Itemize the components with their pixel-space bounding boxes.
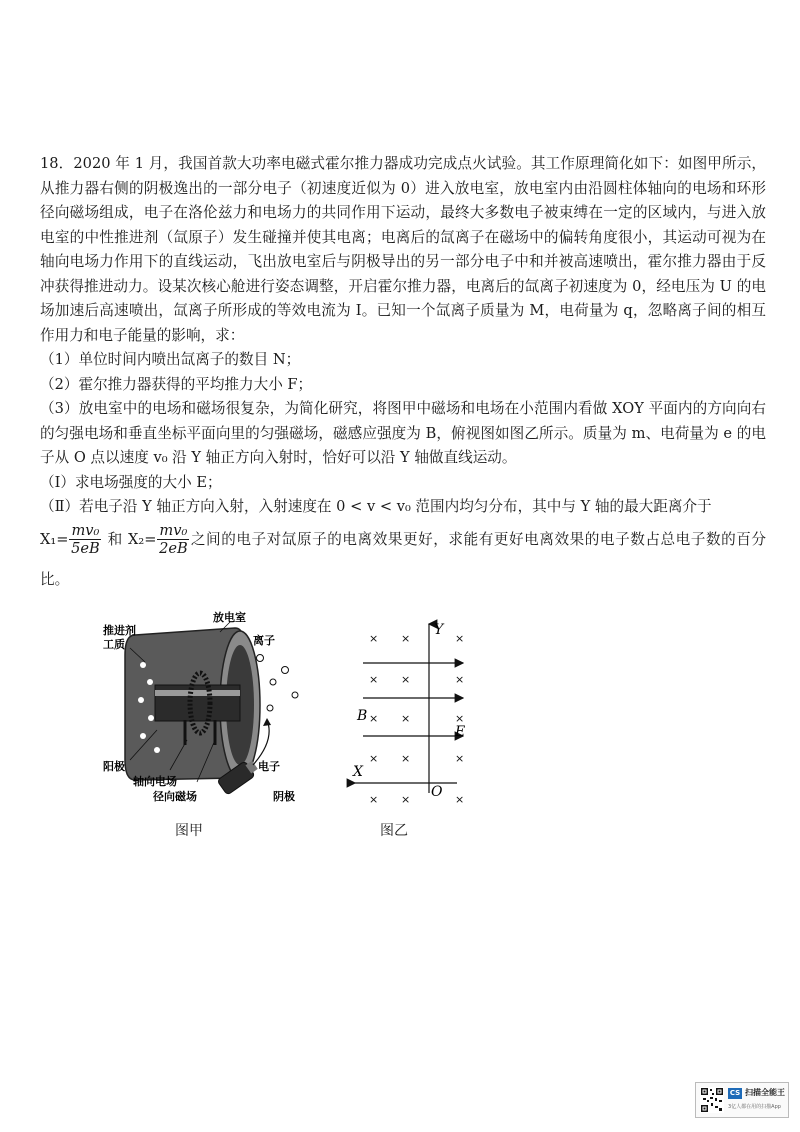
label-axial-field: 轴向电场 [133,775,177,788]
label-y: Y [434,622,444,638]
propellant-dot [138,697,144,703]
b-field-crosses [369,632,464,806]
label-electron: 电子 [258,760,280,773]
b-cross: × [369,752,379,765]
scanner-tagline: 3亿人都在用的扫描App [728,1104,781,1110]
label-radial-field: 径向磁场 [153,790,197,803]
label-o: O [431,784,443,800]
label-b: B [357,708,368,724]
ion-particle [292,692,298,698]
b-cross: × [401,673,411,686]
sub-question-2: （2）霍尔推力器获得的平均推力大小 F； [40,375,313,393]
ion-particle [282,667,289,674]
sub-question-3: （3）放电室中的电场和磁场很复杂，为简化研究，将图甲中磁场和电场在小范围内看做 XOY 平面内的方向向右的匀强电场和垂直坐标平面向里的匀强磁场，磁感应强度为 B，俯视图如图乙所示。质量为 m、电荷量为 e 的电子从 O 点以速度 v₀ 沿 Y 轴正方向入射时，恰好可以沿 Y 轴做直线运动。 [40,400,766,466]
figure-a-diagram [95,610,305,810]
b-cross: × [369,632,379,645]
x2-fraction [157,522,189,557]
propellant-dot [154,747,160,753]
propellant-dot [140,733,146,739]
label-propellant-2: 工质 [103,638,125,651]
x1-denominator: 5eB [71,540,100,557]
b-cross: × [401,712,411,725]
question-18 [40,152,766,600]
b-cross: × [401,793,411,806]
x2-denominator: 2eB [159,540,188,557]
figure-b-diagram [345,618,475,808]
b-cross: × [455,673,465,686]
formula-line [40,520,766,600]
b-cross: × [455,632,465,645]
ion-particle [270,679,276,685]
b-cross: × [401,632,411,645]
x1-fraction [69,522,101,557]
label-chamber: 放电室 [213,611,246,624]
and-text: 和 [102,530,128,548]
cs-badge: CS [729,1089,741,1097]
x1-label: X₁= [40,530,69,548]
scanner-app-name: 扫描全能王 [745,1088,785,1097]
b-cross: × [455,712,465,725]
label-x: X [353,764,363,780]
scanner-watermark [695,1082,789,1118]
x2-label: X₂= [127,530,157,548]
b-cross: × [455,752,465,765]
figure-b-caption: 图乙 [380,823,408,839]
b-cross: × [401,752,411,765]
x1-numerator: mv₀ [71,522,100,539]
b-cross: × [369,712,379,725]
label-propellant: 推进剂 [103,624,136,637]
sub-question-3-i: （Ⅰ）求电场强度的大小 E； [40,473,222,491]
label-cathode: 阴极 [273,790,295,803]
electron-arrow [263,718,271,726]
cylinder-highlight [155,690,240,696]
b-cross: × [369,673,379,686]
sub-question-3-ii: （Ⅱ）若电子沿 Y 轴正方向入射，入射速度在 0 < v < v₀ 范围内均匀分布，其中与 Y 轴的最大距离介于 [40,498,712,515]
propellant-dot [148,715,154,721]
propellant-dot [147,679,153,685]
x2-numerator: mv₀ [159,522,188,539]
ion-particle [267,705,273,711]
b-cross: × [369,793,379,806]
sub-question-1: （1）单位时间内喷出氙离子的数目 N； [40,351,301,368]
qr-code-icon [700,1087,724,1113]
ion-particle [257,655,264,662]
b-cross: × [455,793,465,806]
tail-text: 之间的电子对氙原子的电离效果更好，求能有更好电离效果的电子数占总电子数的百分比。 [40,530,766,588]
propellant-dot [140,662,146,668]
label-anode: 阳极 [103,760,125,773]
label-e: E [455,724,466,740]
figure-a-caption: 图甲 [175,823,203,839]
question-stem: 18．2020 年 1 月，我国首款大功率电磁式霍尔推力器成功完成点火试验。其工作原理简化如下：如图甲所示，从推力器右侧的阴极逸出的一部分电子（初速度近似为 0）进入放电室，放电室内由沿圆柱体轴向的电场和环形径向磁场组成，电子在洛伦兹力和电场力的共同作用下运动，最终大多数电子被束缚在一定的区域内，与进入放电室的中性推进剂（氙原子）发生碰撞并使其电离；电离后的氙离子在磁场中的偏转角度很小，其运动可视为在轴向电场力作用下的直线运动，飞出放电室后与阴极导出的另一部分电子中和并被高速喷出，霍尔推力器由于反冲获得推进动力。设某次核心舱进行姿态调整，开启霍尔推力器，电离后的氙离子初速度为 0，经电压为 U 的电场加速后高速喷出，氙离子所形成的等效电流为 I。已知一个氙离子质量为 M，电荷量为 q，忽略离子间的相互作用力和电子能量的影响，求： [40,155,766,344]
label-ion: 离子 [253,634,275,647]
